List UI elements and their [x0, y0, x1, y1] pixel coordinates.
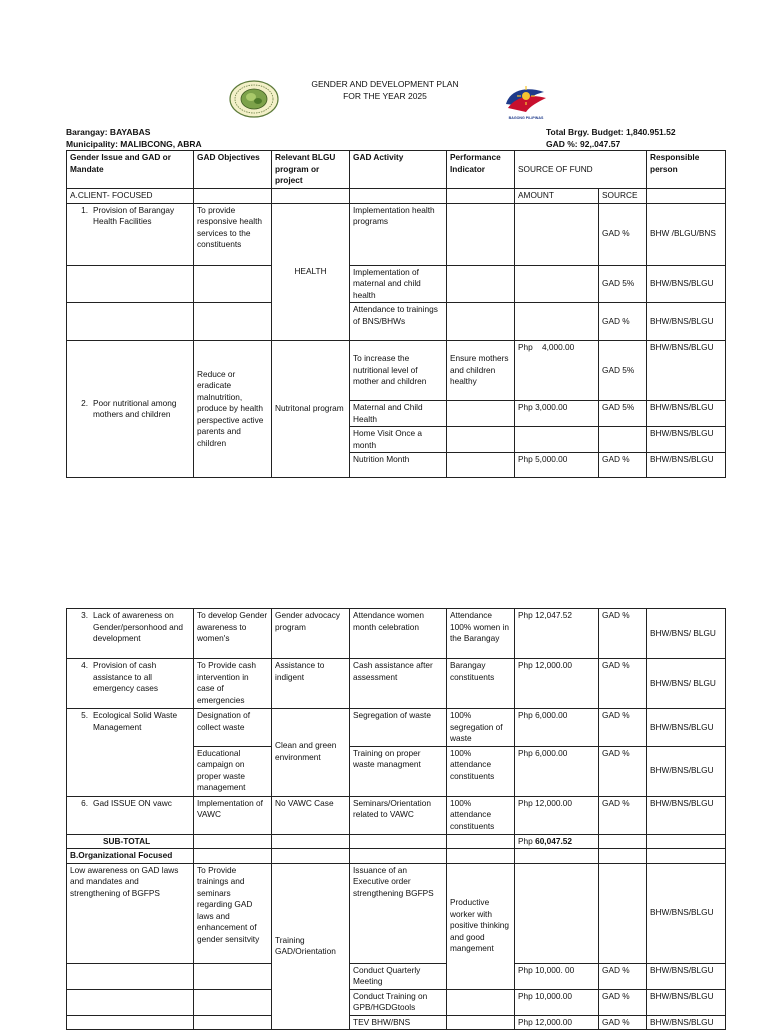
activity-text: Cash assistance after assessment: [350, 659, 447, 709]
source-text: GAD %: [599, 453, 647, 478]
indicator-text: Barangay constituents: [447, 659, 515, 709]
person-text: BHW/BNS/BLGU: [647, 989, 726, 1015]
objective-text: To provide responsive health services to the constituents: [194, 203, 272, 265]
amount-text: Php 6,000.00: [515, 746, 599, 796]
person-text: BHW/BNS/ BLGU: [647, 659, 726, 709]
title-line-2: FOR THE YEAR 2025: [343, 91, 427, 101]
activity-text: Issuance of an Executive order strengthening BGFPS: [350, 863, 447, 963]
person-text: BHW/BNS/BLGU: [647, 963, 726, 989]
indicator-text: Attendance 100% women in the Barangay: [447, 609, 515, 659]
title-line-1: GENDER AND DEVELOPMENT PLAN: [311, 79, 459, 89]
program-text: No VAWC Case: [272, 796, 350, 834]
amount-text: Php 3,000.00: [515, 401, 599, 427]
table-row: 6. Gad ISSUE ON vawc Implementation of VAWC No VAWC Case Seminars/Orientation related to VAWC 100% attendance constituents Php 12,000.00 GAD % BHW/BNS/BLGU: [67, 796, 726, 834]
table-row: [67, 963, 726, 989]
document-title: [270, 78, 500, 102]
source-text: GAD %: [599, 796, 647, 834]
objective-text: To develop Gender awareness to women's: [194, 609, 272, 659]
objective-text: Designation of collect waste: [194, 709, 272, 747]
col-header-issue: Gender Issue and GAD or Mandate: [67, 151, 194, 189]
bagong-pilipinas-logo-icon: [500, 82, 552, 122]
source-text: GAD %: [599, 609, 647, 659]
source-text: GAD %: [599, 963, 647, 989]
activity-text: Attendance to trainings of BNS/BHWs: [350, 303, 447, 341]
person-text: BHW/BNS/BLGU: [647, 265, 726, 303]
subtotal-row: [67, 834, 726, 849]
activity-text: Attendance women month celebration: [350, 609, 447, 659]
activity-text: To increase the nutritional level of mother and children: [350, 341, 447, 401]
activity-text: Home Visit Once a month: [350, 427, 447, 453]
program-text: Training GAD/Orientation: [272, 863, 350, 1030]
col-header-objectives: GAD Objectives: [194, 151, 272, 189]
col-header-activity: GAD Activity: [350, 151, 447, 189]
activity-text: Segregation of waste: [350, 709, 447, 747]
objective-text: To Provide cash intervention in case of emergencies: [194, 659, 272, 709]
source-text: GAD 5%: [599, 401, 647, 427]
person-text: BHW/BNS/BLGU: [647, 709, 726, 747]
person-text: BHW/BNS/BLGU: [647, 863, 726, 963]
subtotal-label: SUB-TOTAL: [67, 834, 194, 849]
source-text: GAD %: [599, 659, 647, 709]
subtotal-amount: [515, 834, 599, 849]
objective-text: Implementation of VAWC: [194, 796, 272, 834]
activity-text: Conduct Quarterly Meeting: [350, 963, 447, 989]
gad-percent-label: GAD %: 92,.047.57: [546, 139, 621, 149]
person-text: BHW /BLGU/BNS: [647, 203, 726, 265]
person-text: BHW/BNS/BLGU: [647, 796, 726, 834]
col-header-program: Relevant BLGU program or project: [272, 151, 350, 189]
indicator-text: 100% segregation of waste: [447, 709, 515, 747]
amount-text: Php 10,000. 00: [515, 963, 599, 989]
activity-text: Conduct Training on GPB/HGDGtools: [350, 989, 447, 1015]
budget-info: [546, 126, 676, 150]
amount-text: Php 12,000.00: [515, 796, 599, 834]
activity-text: Seminars/Orientation related to VAWC: [350, 796, 447, 834]
section-row: [67, 849, 726, 864]
source-text: GAD %: [599, 303, 647, 341]
gad-plan-table-part-1: [66, 150, 726, 478]
amount-text: Php 12,000.00: [515, 659, 599, 709]
source-text: GAD 5%: [599, 265, 647, 303]
section-a-label: A.CLIENT- FOCUSED: [67, 189, 194, 204]
person-text: BHW/BNS/BLGU: [647, 341, 726, 401]
table-row: [67, 863, 726, 963]
program-text: HEALTH: [272, 203, 350, 341]
objective-text: Educational campaign on proper waste management: [194, 746, 272, 796]
subtotal-currency: Php: [518, 835, 533, 846]
bagong-pilipinas-logo-text: BAGONG PILIPINAS: [508, 116, 544, 120]
source-text: GAD %: [599, 203, 647, 265]
issue-text: Provision of Barangay Health Facilities: [93, 204, 175, 226]
total-budget-label: Total Brgy. Budget: 1,840.951.52: [546, 127, 676, 137]
source-text: GAD %: [599, 1015, 647, 1030]
person-text: BHW/BNS/BLGU: [647, 303, 726, 341]
col-header-fund: SOURCE OF FUND: [515, 151, 647, 189]
source-text: GAD %: [599, 746, 647, 796]
table-row: 5. Ecological Solid Waste Management Designation of collect waste Clean and green environment Segregation of waste 100% segregation of waste Php 6,000.00 GAD % BHW/BNS/BLGU: [67, 709, 726, 747]
section-b-label: B.Organizational Focused: [67, 849, 194, 864]
indicator-text: Ensure mothers and children healthy: [447, 341, 515, 401]
activity-text: Implementation of maternal and child health: [350, 265, 447, 303]
amount-text: Php 12,047.52: [515, 609, 599, 659]
source-text: GAD %: [599, 709, 647, 747]
activity-text: Maternal and Child Health: [350, 401, 447, 427]
activity-text: TEV BHW/BNS: [350, 1015, 447, 1030]
amount-text: Php 4,000.00: [515, 341, 599, 401]
program-text: Assistance to indigent: [272, 659, 350, 709]
subtotal-value: 60,047.52: [535, 835, 572, 846]
source-text: GAD 5%: [599, 341, 647, 401]
person-text: BHW/BNS/BLGU: [647, 427, 726, 453]
source-text: GAD %: [599, 989, 647, 1015]
table-row: 4. Provision of cash assistance to all emergency cases To Provide cash intervention in case of emergencies Assistance to indigent Cash assistance after assessment Barangay constituents Php 12,000.00 GAD % BHW/BNS/ BLGU: [67, 659, 726, 709]
objective-text: Reduce or eradicate malnutrition, produce by health perspective active parents and children: [194, 341, 272, 478]
program-text: Nutritonal program: [272, 341, 350, 478]
section-row: [67, 189, 726, 204]
table-row: [67, 265, 726, 303]
table-row: [67, 303, 726, 341]
col-header-amount: AMOUNT: [515, 189, 599, 204]
location-info: [66, 126, 202, 150]
activity-text: Nutrition Month: [350, 453, 447, 478]
gad-plan-table-part-2: [66, 608, 726, 1030]
indicator-text: 100% attendance constituents: [447, 796, 515, 834]
barangay-label: Barangay: BAYABAS: [66, 127, 151, 137]
indicator-text: 100% attendance constituents: [447, 746, 515, 796]
program-text: Clean and green environment: [272, 709, 350, 797]
municipality-label: Municipality: MALIBCONG, ABRA: [66, 139, 202, 149]
issue-text: Low awareness on GAD laws and mandates and strengthening of BGFPS: [67, 863, 194, 963]
objective-text: To Provide trainings and seminars regarding GAD laws and enhancement of gender sensitvity: [194, 863, 272, 963]
activity-text: Implementation health programs: [350, 203, 447, 265]
col-header-source: SOURCE: [599, 189, 647, 204]
amount-text: Php 10,000.00: [515, 989, 599, 1015]
indicator-text: Productive worker with positive thinking and good mangement: [447, 863, 515, 989]
table-row: 1. Provision of Barangay Health Facilities To provide responsive health services to the constituents HEALTH Implementation health programs GAD % BHW /BLGU/BNS: [67, 203, 726, 265]
amount-text: Php 12,000.00: [515, 1015, 599, 1030]
table-row: [67, 989, 726, 1015]
document-header: [0, 0, 768, 150]
col-header-indicator: Performance Indicator: [447, 151, 515, 189]
table-row: 3. Lack of awareness on Gender/personhood and development To develop Gender awareness to women's Gender advocacy program Attendance women month celebration Attendance 100% women in the Barangay Php 12,047.52 GAD % BHW/BNS/ BLGU: [67, 609, 726, 659]
issue-text: Ecological Solid Waste Management: [93, 710, 178, 732]
person-text: BHW/BNS/BLGU: [647, 453, 726, 478]
activity-text: Training on proper waste managment: [350, 746, 447, 796]
person-text: BHW/BNS/ BLGU: [647, 609, 726, 659]
table-row: 2. Poor nutritional among mothers and children Reduce or eradicate malnutrition, produce by health perspective active parents and children Nutritonal program To increase the nutritional level of mother and children Ensure mothers and children healthy Php 4,000.00 GAD 5% BHW/BNS/BLGU: [67, 341, 726, 401]
table-header-row: [67, 151, 726, 189]
col-header-person: Responsible person: [647, 151, 726, 189]
amount-text: Php 6,000.00: [515, 709, 599, 747]
issue-text: Provision of cash assistance to all emergency cases: [93, 660, 159, 693]
issue-text: Poor nutritional among mothers and children: [93, 397, 177, 419]
amount-text: Php 5,000.00: [515, 453, 599, 478]
issue-text: Lack of awareness on Gender/personhood and development: [93, 610, 183, 643]
table-row: [67, 1015, 726, 1030]
person-text: BHW/BNS/BLGU: [647, 1015, 726, 1030]
program-text: Gender advocacy program: [272, 609, 350, 659]
person-text: BHW/BNS/BLGU: [647, 401, 726, 427]
issue-text: Gad ISSUE ON vawc: [93, 797, 172, 808]
person-text: BHW/BNS/BLGU: [647, 746, 726, 796]
